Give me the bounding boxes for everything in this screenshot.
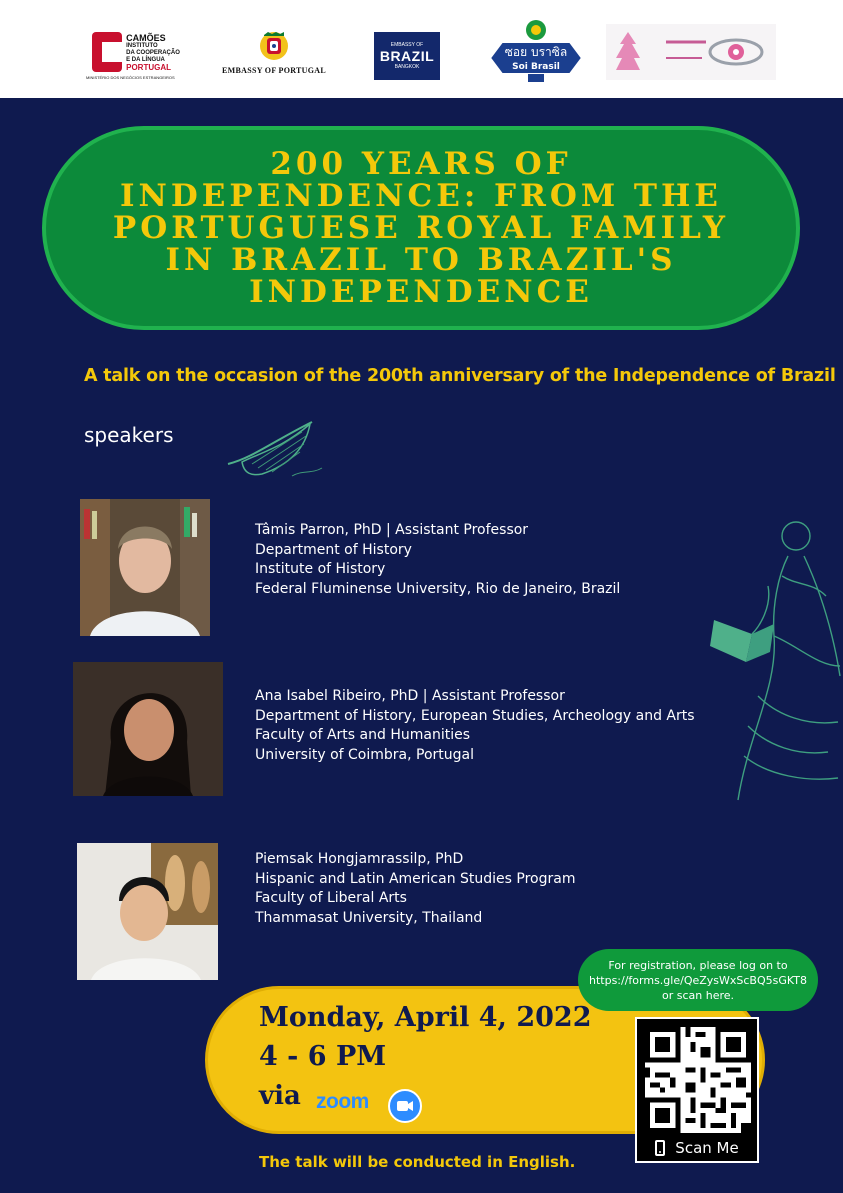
speaker-faculty: Faculty of Liberal Arts <box>255 890 407 906</box>
soi-brasil-logo <box>484 18 588 84</box>
speaker-institute: Institute of History <box>255 561 386 577</box>
zoom-logo-text[interactable]: zoom <box>316 1090 369 1113</box>
speaker-program: Hispanic and Latin American Studies Program <box>255 870 576 887</box>
camoes-line: DA COOPERAÇÃO <box>126 49 180 56</box>
camoes-name: CAMÕES <box>126 32 166 43</box>
embassy-brazil-top: EMBASSY OF <box>390 42 424 48</box>
speaker-faculty: Faculty of Arts and Humanities <box>255 727 470 743</box>
event-title: 200 YEARS OF INDEPENDENCE: FROM THE PORTUGUESE ROYAL FAMILY IN BRAZIL TO BRAZIL'S INDEPENDENCE <box>112 146 730 310</box>
speaker-photo <box>80 499 210 636</box>
logo-strip <box>0 0 843 98</box>
speaker-university: Thammasat University, Thailand <box>255 909 483 926</box>
registration-scan-text: or scan here. <box>661 988 735 1002</box>
scan-me-text: Scan Me <box>675 1139 739 1157</box>
event-tagline: A talk on the occasion of the 200th anniversary of the Independence of Brazil <box>84 366 836 386</box>
speaker-department: Department of History, European Studies, Archeology and Arts <box>255 707 695 724</box>
embassy-portugal-text: EMBASSY OF PORTUGAL <box>222 66 326 75</box>
speaker-name: Ana Isabel Ribeiro, PhD | Assistant Professor <box>255 688 565 704</box>
registration-link[interactable]: https://forms.gle/QeZysWxScBQ5sGKT8 <box>589 973 807 987</box>
speaker-name: Tâmis Parron, PhD | Assistant Professor <box>255 522 529 538</box>
zoom-video-icon[interactable] <box>388 1089 422 1123</box>
camoes-c-icon <box>92 32 122 72</box>
embassy-brazil-logo <box>374 32 440 80</box>
registration-qr-code[interactable] <box>635 1017 759 1163</box>
embassy-brazil-main: BRAZIL <box>379 48 435 64</box>
university-logo <box>606 24 776 80</box>
speaker-department: Department of History <box>255 541 412 558</box>
title-banner <box>42 126 800 330</box>
camoes-country: PORTUGAL <box>126 62 171 72</box>
registration-intro: For registration, please log on to <box>608 958 788 972</box>
camoes-line: E DA LÍNGUA <box>126 56 165 63</box>
portugal-crest-icon <box>256 29 292 63</box>
embassy-portugal-logo <box>220 22 328 82</box>
university-emblem-icon <box>606 24 776 80</box>
soi-brasil-sign-icon <box>484 18 588 84</box>
event-via-label: via <box>259 1081 301 1111</box>
soi-brasil-thai: ซอย บราซิล <box>504 45 568 59</box>
registration-info <box>578 949 818 1011</box>
reading-woman-illustration <box>708 516 843 806</box>
speaker-name: Piemsak Hongjamrassilp, PhD <box>255 851 464 867</box>
speakers-heading: speakers <box>84 423 174 447</box>
quill-icon <box>222 418 332 484</box>
speaker-info <box>255 850 575 928</box>
speaker-photo <box>73 662 223 796</box>
qr-code-icon <box>645 1027 751 1133</box>
scan-me-label <box>637 1135 757 1161</box>
camoes-line: INSTITUTO <box>126 42 158 49</box>
event-time: 4 - 6 PM <box>259 1041 387 1072</box>
speaker-university: Federal Fluminense University, Rio de Janeiro, Brazil <box>255 580 621 597</box>
speaker-info <box>255 521 620 599</box>
event-date: Monday, April 4, 2022 <box>259 1002 592 1033</box>
embassy-brazil-city: BANGKOK <box>394 64 420 70</box>
speaker-photo <box>77 843 218 980</box>
phone-icon <box>655 1140 665 1156</box>
speaker-info <box>255 687 695 765</box>
camoes-ministry: MINISTÉRIO DOS NEGÓCIOS ESTRANGEIROS <box>86 75 175 80</box>
speaker-university: University of Coimbra, Portugal <box>255 746 474 763</box>
language-note: The talk will be conducted in English. <box>259 1153 576 1171</box>
soi-brasil-latin: Soi Brasil <box>512 62 560 72</box>
camoes-logo <box>86 22 186 82</box>
